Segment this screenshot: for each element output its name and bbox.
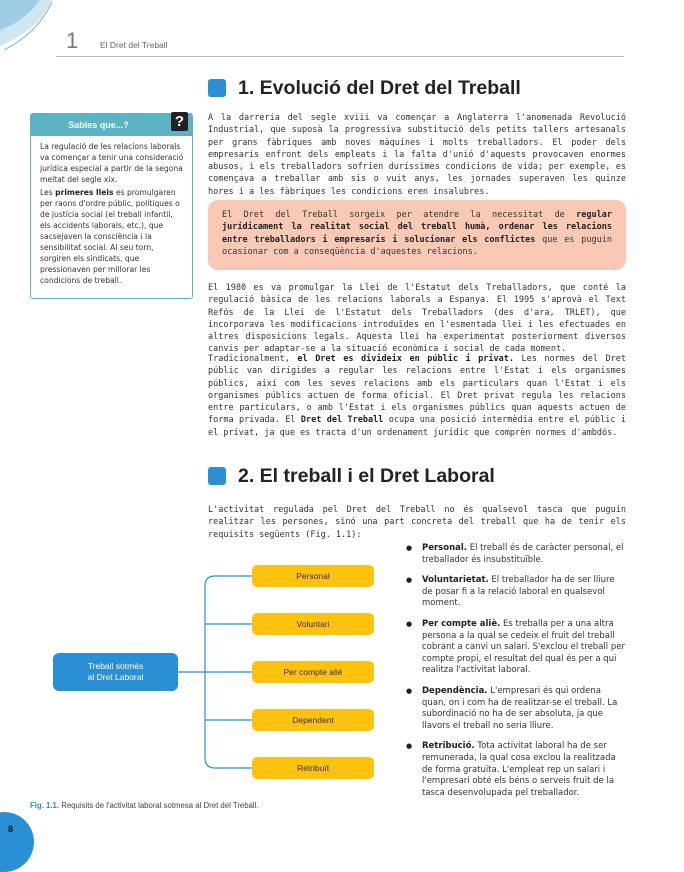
diagram-node-per-compte-alie: Per compte aliè [252,661,374,683]
definition-highlight [208,200,626,270]
chapter-number: 1 [66,28,79,53]
did-you-know-paragraph-1: La regulació de les relacions laborals va començar a tenir una consideració jurídica especial a partir de la segona meitat del segle xix. [40,142,184,184]
did-you-know-paragraph-2: Les primeres lleis es promulgaren per raons d'ordre públic, polítiques o de justícia social (el treball infantil, els accidents laborals, etc.), que sacsejaven la consciència i la sensibilitat social. Al seu torn, sorgiren els sindicats, que pressionaven per millorar les condicions de treball. [40,188,180,285]
diagram-node-dependent: Dependent [252,709,374,731]
list-item: ● Dependència. L'empresari és qui ordena quan, on i com ha de realitzar-se el treball. La subordinació no ha de ser absoluta, ja que llavors el treball no seria lliure. [406,686,626,732]
corner-decoration [0,0,70,60]
section-1-heading [208,76,521,100]
section-1-paragraph-1: A la darreria del segle xviii va començar a Anglaterra l'anomenada Revolució Industrial, que suposà la progressiva substitució dels petits tallers artesanals per grans fàbriques amb noves màquines i molts treballadors. El poder dels empresaris enfront dels empleats i la falta d'unió d'aquests provocaven enormes abusos, i els treballadors sofrien duríssimes condicions de vida; per exemple, es començava a treballar amb sis o vuit anys, les jornades superaven les quinze hores i a les fàbriques les condicions eren insalubres. [208,113,626,197]
section-1-title: 1. Evolució del Dret del Treball [238,76,521,99]
diagram-node-voluntari: Voluntari [252,613,374,635]
section-2-title: 2. El treball i el Dret Laboral [238,464,495,487]
header-rule [56,56,624,57]
section-2-intro: L'activitat regulada pel Dret del Treball no és qualsevol tasca que puguin realitzar les persones, sinó una part concreta del treball que ha de tenir els requisits següents (Fig. 1.1): [208,505,626,540]
section-1-paragraph-3: Tradicionalment, el Dret es divideix en públic i privat. Les normes del Dret públic van dirigides a regular les relacions entre l'Estat i els organismes públics, així com les seves relacions amb els particulars quan l'Estat i els organismes públics actuen de forma oficial. El Dret privat regula les relacions entre particulars, o amb l'Estat i els organismes públics quan aquests actuen de forma privada. El Dret del Treball ocupa una posició intermèdia entre el públic i el privat, ja que es tracta d'un ordenament jurídic que comprèn normes d'ambdós. [208,354,626,438]
list-item: ● Retribució. Tota activitat laboral ha de ser remunerada, la qual cosa exclou la realitzada de forma gratuïta. L'empleat rep un salari i l'empresari obté els béns o serveis fruit de la tasca desenvolupada pel treballador. [406,741,626,799]
question-mark-icon: ? [171,112,188,131]
figure-caption: Fig. 1.1. Requisits de l'activitat laboral sotmesa al Dret del Treball. [30,801,259,810]
section-2-heading [208,464,495,488]
did-you-know-title: Sabies que...? [68,120,129,130]
definition-text: El Dret del Treball sorgeix per atendre la necessitat de regular jurídicament la realitat social del treball humà, ordenar les relacions entre treballadors i empresaris i solucionar els conflictes que es puguin ocasionar com a conseqüència d'aquestes relacions. [222,210,612,257]
page-number-circle [0,812,34,872]
requirements-diagram [40,555,390,780]
diagram-node-personal: Personal [252,565,374,587]
did-you-know-body [40,141,184,288]
chapter-title: El Dret del Treball [100,40,168,50]
did-you-know-header [31,114,192,136]
diagram-root-node: Treball sotmès al Dret Laboral [53,653,178,691]
list-item: ● Per compte aliè. Es treballa per a una altra persona a la qual se cedeix el fruit del treball cobrant a canvi un salari. S'exclou el treball per compte propi, el resultat del qual és per a qui realitza l'activitat laboral. [406,619,626,677]
did-you-know-box [30,113,193,299]
section-marker-icon [208,467,226,485]
section-marker-icon [208,79,226,97]
list-item: ● Voluntarietat. El treballador ha de ser lliure de posar fi a la relació laboral en qualsevol moment. [406,575,626,610]
requirements-list [406,543,626,808]
list-item: ● Personal. El treball és de caràcter personal, el treballador és insubstituïble. [406,543,626,566]
section-1-paragraph-2: El 1980 es va promulgar la Llei de l'Estatut dels Treballadors, que conté la regulació bàsica de les relacions laborals a Espanya. El 1995 s'aprovà el Text Refós de la Llei de l'Estatut dels Treballadors (des d'ara, TRLET), que incorporava les modificacions introduïdes en l'esmentada llei i les efectuades en altres disposicions legals. Aquesta llei ha experimentat posteriorment diversos canvis per adaptar-se a la situació econòmica i social de cada moment. [208,283,626,355]
diagram-node-retribuit: Retribuït [252,757,374,779]
page-number: 8 [8,824,14,834]
